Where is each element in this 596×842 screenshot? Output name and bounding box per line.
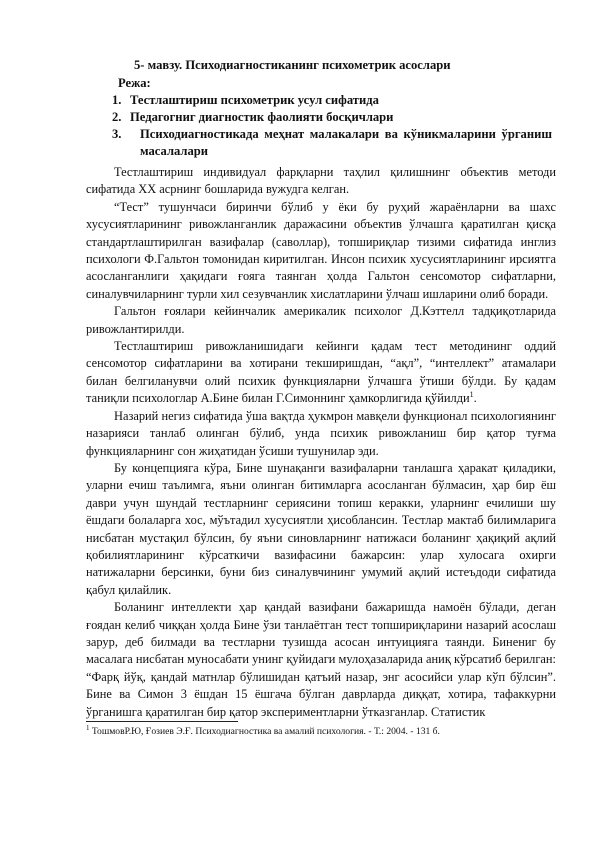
paragraph-end: .	[473, 391, 477, 406]
footnote-text: ТошмовР.Ю, Ғозиев Э.Ғ. Психодиагностика ва амалий психология. - Т.: 2004. - 131 б.	[89, 726, 440, 737]
paragraph: Назарий негиз сифатида ўша вақтда ҳукмрон мавқели функционал психологиянинг назарияси танлаб олинган бўлиб, унда психик ривожланиш бир қатор туғма функцияларнинг сон жиҳатидан ўсиши тушунилар эди.	[86, 408, 556, 458]
plan-item-text: Тестлаштириш психометрик усул сифатида	[130, 93, 379, 107]
paragraph-text: Тестлаштириш ривожланишидаги кейинги қадам тест методининг оддий сенсомотор сифатларини ва хотирани текширишдан, “ақл”, “интеллект” атамалари билан белгиланувчи олий психик функцияларни ўлчашга ўтиши бўлди. Бу қадам таниқли психологлар А.Бине билан Г.Симоннинг ҳамкорлигида қўйилди	[86, 339, 556, 406]
body-text	[86, 164, 556, 721]
paragraph	[86, 338, 556, 408]
page-title: 5- мавзу. Психодиагностиканинг психометрик асослари	[134, 58, 451, 72]
footnote-divider	[86, 721, 238, 722]
plan-item	[112, 109, 552, 126]
plan-list	[112, 92, 552, 160]
plan-item-text: Психодиагностикада меҳнат малакалари ва кўникмаларини ўрганиш масалалари	[140, 127, 552, 158]
plan-item-number: 1.	[112, 93, 122, 107]
plan-item	[112, 126, 552, 160]
paragraph: “Тест” тушунчаси биринчи бўлиб у ёки бу руҳий жараёнларни ва шахс хусусиятларининг ривожланганлик даражасини объектив ўлчашга қаратилган қисқа стандартлаштирилган вазифалар (саволлар), топшириқлар тизими сифатида инглиз психологи Ф.Гальтон томонидан киритилган. Инсон психик хусусиятларининг ирсиятга асосланганлиги ҳақидаги ғояга таянган ҳолда Гальтон сенсомотор сифатларни, синалувчиларнинг турли хил сезувчанлик хислатларини ўлчаш ишларини олиб боради.	[86, 199, 556, 301]
paragraph: Боланинг интеллекти ҳар қандай вазифани бажаришда намоён бўлади, деган ғоядан келиб чиққан ҳолда Бине ўзи танлаётган тест топшириқларини назарий асослаш зарур, деб билмади ва тестларни тузишда асосан интуицияга таянди. Бинениг бу масалага нисбатан муносабати унинг қуйидаги мулоҳазаларида аниқ кўрсатиб берилган: “Фарқ йўқ, қандай матнлар бўлишидан қатъий назар, энг асосийси улар кўп бўлсин”. Бине ва Симон 3 ёшдан 15 ёшгача бўлган даврларда диққат, хотира, тафаккурни ўрганишга қаратилган бир қатор экспериментларни ўтказганлар. Статистик	[86, 600, 556, 719]
plan-item-number: 3.	[112, 127, 122, 141]
paragraph: Бу концепцияга кўра, Бине шунақанги вазифаларни танлашга ҳаракат қиладики, уларни ечиш таълимга, яъни олинган битимларга асосланган бўлмасин, ҳар бир ёш даври учун шундай тестларнинг сериясини топиш керакки, уларнинг ечилиши шу ёшдаги болаларга хос, мўътадил хусусиятли ҳисоблансин. Тестлар мактаб билимларига нисбатан мустақил бўлсин, бу яъни синовларнинг натижаси боланинг ҳақиқий ақлий қобилиятларининг кўрсаткичи вазифасини бажарсин: улар хулосага охирги натижаларни берсинки, буни биз синалувчининг умумий ақлий истеъдоди сифатида қабул қилайлик.	[86, 460, 556, 597]
plan-item-text: Педагогниг диагностик фаолияти босқичлари	[130, 110, 394, 124]
footnote	[86, 723, 556, 738]
paragraph: Тестлаштириш индивидуал фарқларни таҳлил қилишнинг объектив методи сифатида XX асрнинг бошларида вужудга келган.	[86, 165, 556, 197]
plan-item-number: 2.	[112, 110, 122, 124]
plan-item	[112, 92, 552, 109]
paragraph: Гальтон ғоялари кейинчалик америкалик психолог Д.Кэттелл тадқиқотларида ривожлантирилди.	[86, 304, 556, 336]
plan-label: Режа:	[118, 76, 151, 90]
footnote-reference[interactable]: 1	[469, 390, 474, 400]
footnote-mark: 1	[86, 723, 90, 732]
